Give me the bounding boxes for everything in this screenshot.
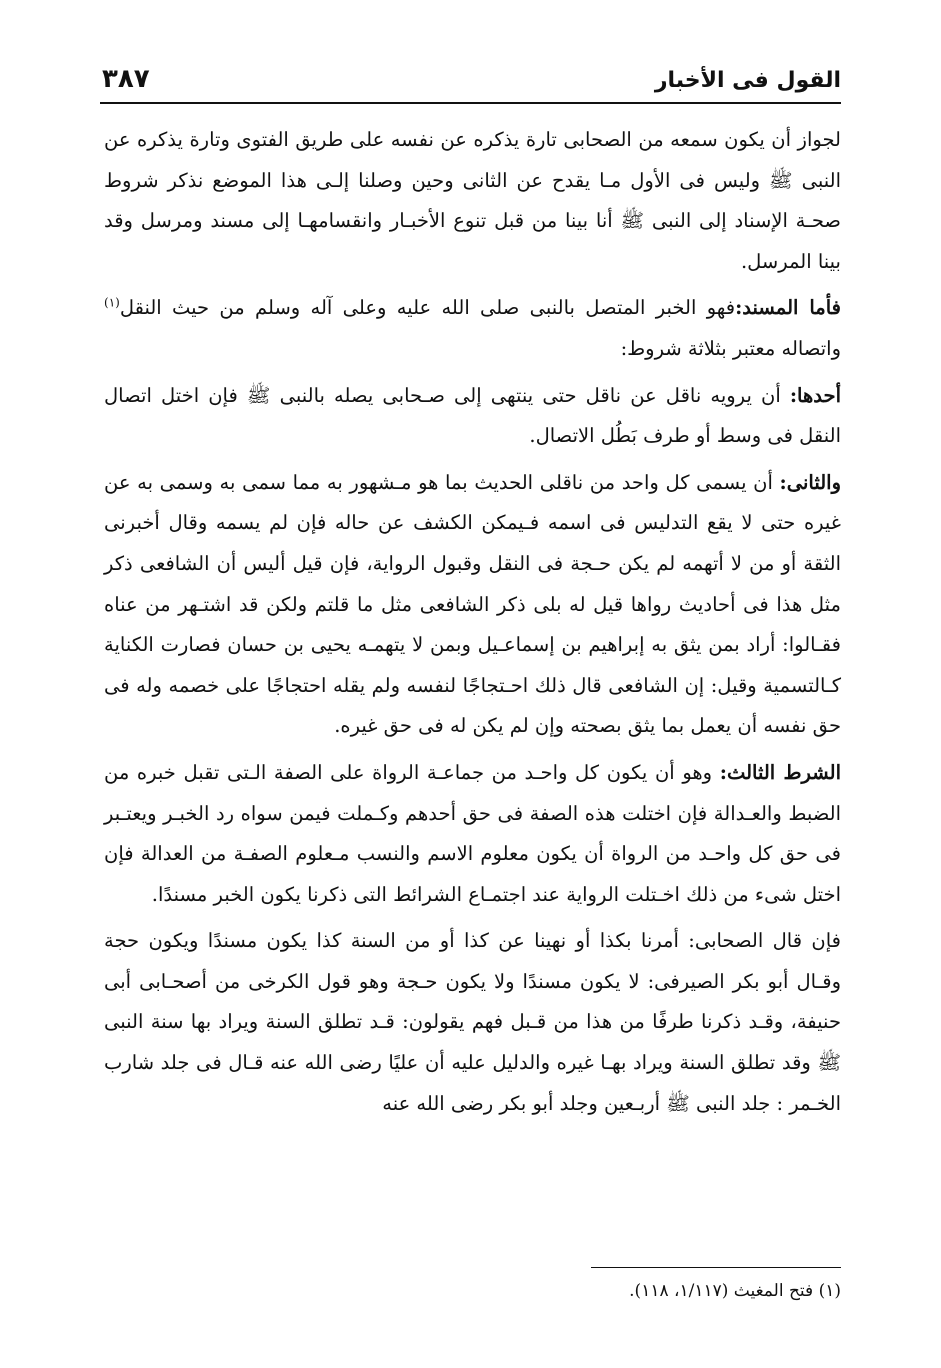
paragraph-6: فإن قال الصحابى: أمرنا بكذا أو نهينا عن كذا أو من السنة كذا يكون مسندًا ويكون حجة وقـال أبو بكر الصيرفى: لا يكون مسندًا ولا يكون حـجة وهو قول الكرخى من أصحـابى أبى حنيفة، وقـد ذكرنا طرفًا من هذا من قـبل فهم يقولون: قـد تطلق السنة ويراد بها سنة النبى ﷺ وقد تطلق السنة ويراد بهـا غيره والدليل عليه أن عليًا رضى الله عنه قـال فى جلد شارب الخـمر : جلد النبى ﷺ أربـعين وجلد أبو بكر رضى الله عنه: [104, 929, 841, 1115]
paragraph-5-lead: الشرط الثالث:: [719, 760, 841, 784]
paragraph-4-lead: والثانى:: [779, 470, 841, 494]
paragraph-2-text: فهو الخبر المتصل بالنبى صلى الله عليه وعلى آله وسلم من حيث النقل: [119, 296, 736, 320]
running-title: القول فى الأخبار: [654, 68, 841, 93]
main-text: [104, 120, 841, 1124]
paragraph-3-text: أن يرويه ناقل عن ناقل حتى ينتهى إلى صـحابى يصله بالنبى ﷺ فإن اختل اتصال النقل فى وسط أو طرف بَطُل الاتصال.: [104, 383, 841, 448]
paragraph-2: [104, 288, 841, 369]
paragraph-5-text: وهو أن يكون كل واحـد من جماعـة الرواة على الصفة الـتى تقبل خبره من الضبط والعـدالة فإن اختلت هذه الصفة فى حق أحدهم وكـملت فيمن سواه رد الخبـر ويعتـبر فى حق كل واحـد من الرواة أن يكون معلوم الاسم والنسب مـعلوم الصفـة من العدالة فإن اختل شىء من ذلك اخـتلت الرواية عند اجتمـاع الشرائط التى ذكرنا يكون الخبر مسندًا.: [104, 760, 841, 906]
paragraph-4-text: أن يسمى كل واحد من ناقلى الحديث بما هو مـشهور به مما سمى به وسمى به عن غيره حتى لا يقع التدليس فى اسمه فـيمكن الكشف عن حاله فإن لم يسمه وقال أخبرنى الثقة أو من لا أتهمه لم يكن حـجة فى النقل وقبول الرواية، فإن قيل أليس أن الشافعى ذكر مثل هذا فى أحاديث رواها قيل له بلى ذكر الشافعى مثل ما قلتم ولكن قد اشتـهر من عناه فقـالوا: أراد بمن يثق به إبراهيم بن إسماعـيل وبمن لا يتهمـه يحيى بن حسان فصارت الكناية كـالتسمية وقيل: إن الشافعى قال ذلك احـتجاجًا لنفسه ولم يقله احتجاجًا على خصمه وله فى حق نفسه أن يعمل بما يثق بصحته وإن لم يكن له فى حق غيره.: [104, 470, 841, 738]
paragraph-1: لجواز أن يكون سمعه من الصحابى تارة يذكره عن نفسه على طريق الفتوى وتارة يذكره عن النبى ﷺ وليس فى الأول مـا يقدح عن الثانى وحين وصلنا إلـى هذا الموضع نذكر شروط صحـة الإسناد إلى النبى ﷺ أنا بينا من قبل تنوع الأخبـار وانقسامهـا إلى مسند ومرسل وقد بينا المرسل.: [104, 128, 841, 273]
paragraph-2-tail: واتصاله معتبر بثلاثة شروط:: [620, 336, 841, 360]
paragraph-3-lead: أحدها:: [789, 383, 841, 407]
page-number: ٣٨٧: [102, 64, 150, 94]
paragraph-2-lead: فأما المسند:: [735, 296, 841, 320]
paragraph-4: [104, 463, 841, 747]
paragraph-5: [104, 753, 841, 915]
footnote: (١) فتح المغيث (١/١١٧، ١١٨).: [629, 1281, 841, 1301]
footnote-reference[interactable]: (١): [104, 295, 120, 310]
footnote-divider: [591, 1267, 841, 1268]
page-header: [100, 64, 841, 104]
paragraph-3: [104, 376, 841, 457]
